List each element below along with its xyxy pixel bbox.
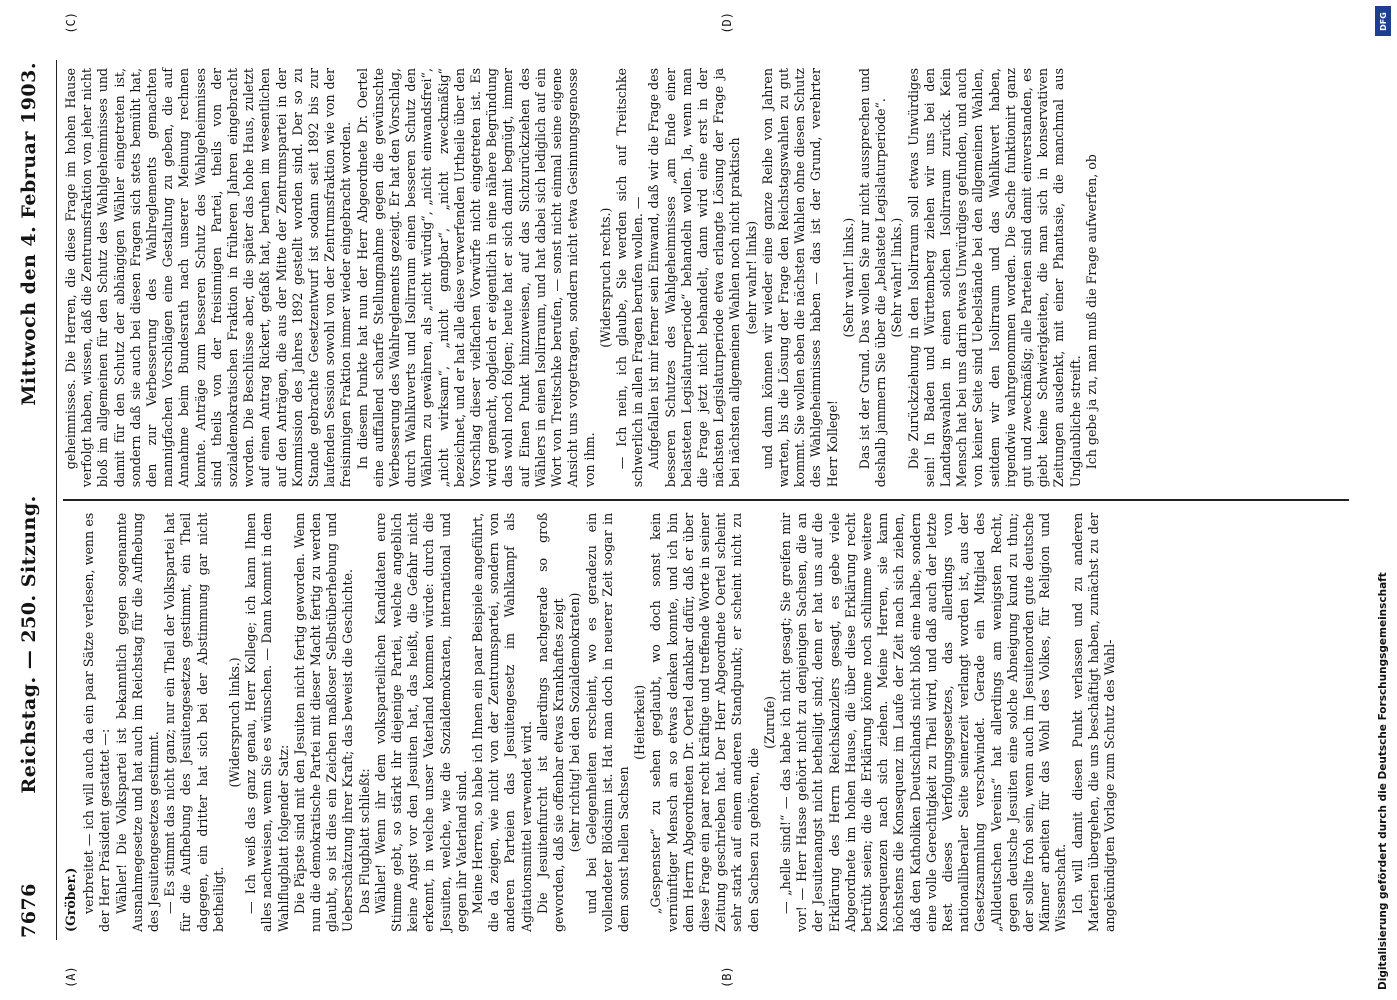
- left-paragraph: — „helle sind!“ — das habe ich nicht gesagt; Sie greifen mir vor! — Herr Hasse gehört nicht zu denjenigen Sachsen, die an der Jesuitenangst nicht betheiligt sind; denn er hat uns auf die Erklärung des Herrn Reichskanzlers gesagt, es gebe viele Abgeordnete im hohen Hause, die über diese Erklärung recht betrübt seien; die die Erklärung könne noch schlimme weitere Konsequenzen nach sich ziehen. Meine Herren, sie kann höchstens die Konsequenz im Laufe der Zeit nach sich ziehen, daß den Katholiken Deutschlands nicht bloß eine halbe, sondern eine volle Gerechtigkeit zu Theil wird, und daß auch der letzte Rest dieses Verfolgungsgesetzes, das allerdings von nationalliberaler Seite seinerzeit verlangt worden ist, aus der Gesetzsammlung verschwindet. Gerade ein Mitglied des „Alldeutschen Vereins“ hat allerdings am wenigsten Recht, gegen deutsche Jesuiten eine solche Abneigung kund zu thun; der sollte froh sein, wenn auch im Jesuitenorden gute deutsche Männer arbeiten für das Wohl des Volkes, für Religion und Wissenschaft.: [777, 512, 1069, 932]
- right-column: [63, 60, 1349, 495]
- left-paragraph: „Gespenster“ zu sehen geglaubt, wo doch sonst kein vernünftiger Mensch an so etwas denken konnte, und ich bin dem Herrn Abgeordneten Dr. Oertel dankbar dafür, daß er über diese Frage ein paar recht kräftige und treffende Worte in seiner Zeitung geschrieben hat. Der Herr Abgeordnete Oertel scheint sehr stark auf einem anderen Standpunkt; er scheint nicht zu den Sachsen zu gehören, die: [648, 512, 761, 932]
- left-paragraph: verbreitet — ich will auch da ein paar Sätze verlesen, wenn es der Herr Präsident gestattet —:: [81, 512, 113, 932]
- right-paragraph: — Ich nein, ich glaube, Sie werden sich auf Treitschke schwerlich in allen Fragen berufen wollen. —: [613, 68, 646, 488]
- right-paragraph: geheimnisses. Die Herren, die diese Frage im hohen Hause verfolgt haben, wissen, daß die Zentrumsfraktion von jeher nicht bloß im allgemeinen für den Schutz des Wahlgeheimnisses und damit für den Schutz der abhängigen Wähler eingetreten ist, sondern daß sie auch bei diesen Fragen sich stets bemüht hat, den zur Verbesserung des Wahlreglements gemachten mannigfachen Vorschlägen eine Gestaltung zu geben, die auf Annahme beim Bundesrath nach unserer Meinung rechnen konnte. Anträge zum besseren Schutz des Wahlgeheimnisses sind theils von der freisinnigen Partei, theils von der sozialdemokratischen Fraktion in früheren Jahren eingebracht worden. Die Beschlüsse aber, die später das hohe Haus, zuletzt auf einen Antrag Rickert, gefaßt hat, beruhen im wesentlichen auf den Anträgen, die aus der Mitte der Zentrumspartei in der Kommission des Jahres 1892 gestellt worden sind. Der so zu Stande gebrachte Gesetzentwurf ist sodann seit 1892 bis zur laufenden Session sowohl von der Zentrumsfraktion wie von der freisinnigen Fraktion immer wieder eingebracht worden.: [63, 68, 354, 488]
- left-paragraph: und bei Gelegenheiten erscheint, wo es geradezu ein vollendeter Blödsinn ist. Hat man doch in neuerer Zeit sogar in dem sonst hellen Sachsen: [583, 512, 631, 932]
- margin-mark-d: (D): [720, 12, 734, 34]
- digitization-credit-bar: [1373, 0, 1395, 1000]
- left-paragraph: Ich will damit diesen Punkt verlassen und zu anderen Materien übergehen, die uns beschäftigt haben, zunächst zu der angekündigten Vorlage zum Schutz des Wahl-: [1069, 512, 1117, 932]
- right-paragraph: und dann können wir wieder eine ganze Reihe von Jahren warten, bis die Lösung der Frage den Reichstagswahlen zu gut kommt. Sie wollen eben die nächsten Wahlen ohne diesen Schutz des Wahlgeheimnisses haben — das ist der Grund, verehrter Herr Kollege!: [759, 68, 840, 488]
- running-head: [18, 60, 57, 940]
- left-paragraph: Die Jesuitenfurcht ist allerdings nachgerade so groß geworden, daß sie offenbar etwas Krankhaftes zeigt: [534, 512, 567, 932]
- margin-mark-b: (B): [720, 966, 734, 988]
- left-paragraph: (Zurufe): [761, 695, 777, 749]
- margin-mark-c: (C): [64, 12, 78, 34]
- section-title: [18, 406, 40, 883]
- section-name: Reichstag.: [18, 676, 40, 794]
- left-paragraph: Wähler! Wenn ihr dem volksparteilichen Kandidaten eure Stimme gebt, so stärkt ihr diejenige Partei, welche angeblich keine Angst vor den Jesuiten hat, das heißt, die Gefahr nicht erkennt, in welche unser Vaterland kommen würde: durch die Jesuiten, welche, wie die Sozialdemokraten, international und gegen ihr Vaterland sind.: [372, 512, 469, 932]
- right-paragraph: (Sehr wahr! links.): [840, 217, 856, 338]
- speaker-name: (Gröber.): [63, 867, 78, 932]
- page-number: 7676: [18, 883, 40, 938]
- left-paragraph: (Heiterkeit): [632, 684, 648, 760]
- left-paragraph: Wähler! Die Volkspartei ist bekanntlich gegen sogenannte Ausnahmegesetze und hat auch im Reichstag für die Aufhebung des Jesuitengesetzes gestimmt.: [113, 512, 162, 932]
- left-paragraph: — Ich weiß das ganz genau, Herr Kollege; ich kann Ihnen alles nachweisen, wenn Sie es wünschen. — Dann kommt in dem Wahlflugblatt folgender Satz:: [243, 512, 291, 932]
- right-column-paragraphs: [63, 68, 1100, 487]
- dfg-logo: DFG: [1375, 6, 1391, 36]
- right-paragraph: (Widerspruch rechts.): [597, 207, 613, 348]
- session-title: — 250. Sitzung.: [18, 495, 40, 670]
- margin-mark-a: (A): [64, 966, 78, 988]
- left-paragraph: (sehr richtig! bei den Sozialdemokraten): [567, 592, 583, 853]
- left-paragraph: — Es stimmt das nicht ganz; nur ein Theil der Volkspartei hat für die Aufhebung des Jesuitengesetzes gestimmt, ein Theil dagegen, ein dritter hat sich bei der Abstimmung gar nicht betheiligt.: [162, 512, 226, 932]
- right-paragraph: Aufgefallen ist mir ferner sein Einwand, daß wir die Frage des besseren Schutzes des Wahlgeheimnisses „am Ende einer belasteten Legislaturperiode“ behandeln wollen. Ja, wenn man die Frage jetzt nicht behandelt, dann wird eine erst in der nächsten Legislaturperiode etwa erlangte Lösung der Frage ja bei nächsten allgemeinen Wahlen noch nicht praktisch: [646, 68, 743, 488]
- left-paragraph: (Widerspruch links.): [227, 657, 243, 788]
- issue-date: Mittwoch den 4. Februar 1903.: [18, 62, 40, 406]
- left-paragraph: Das Flugblatt schließt:: [356, 768, 372, 914]
- left-column: [63, 505, 1349, 940]
- digitization-credit-text: Digitalisierung gefördert durch die Deutsche Forschungsgemeinschaft: [1377, 572, 1389, 990]
- right-paragraph: Das ist der Grund. Das wollen Sie nur nicht aussprechen und deshalb jammern Sie über die „belastete Legislaturperiode“.: [856, 68, 889, 488]
- left-paragraph: Die Päpste sind mit den Jesuiten nicht fertig geworden. Wenn nun die demokratische Partei mit dieser Macht fertig zu werden glaubt, so ist dies ein Zeichen maßloser Selbstüberhebung und Ueberschätzung ihrer Kraft; das beweist die Geschichte.: [291, 512, 356, 932]
- left-paragraph: Meine Herren, so habe ich Ihnen ein paar Beispiele angeführt, die da zeigen, wie nicht von der Zentrumspartei, sondern von anderen Parteien das Jesuitengesetz im Wahlkampf als Agitationsmittel verwendet wird.: [470, 512, 534, 932]
- right-paragraph: (sehr wahr! links): [743, 220, 759, 335]
- left-column-paragraphs: [81, 513, 1118, 932]
- right-paragraph: Die Zurückziehung in den Isolirraum soll etwas Unwürdiges sein! In Baden und Württemberg ziehen wir uns bei den Landtagswahlen in einen solchen Isolirraum zurück. Kein Mensch hat bei uns darin etwas Unwürdiges gefunden, und auch von keiner Seite sind Uebelstände bei den allgemeinen Wahlen, seitdem wir den Isolirraum und das Wahlkuvert haben, irgendwie wahrgenommen worden. Die Sache funktionirt ganz gut und zweckmäßig; alle Parteien sind damit einverstanden, es giebt keine Schwierigkeiten, die man sich in konservativen Zeitungen ausdenkt, mit einer Phantasie, die manchmal aus Unglaubliche streift.: [905, 68, 1083, 488]
- right-paragraph: Ich gebe ja zu, man muß die Frage aufwerfen, ob: [1083, 154, 1099, 470]
- right-paragraph: In diesem Punkte hat nun der Herr Abgeordnete Dr. Oertel eine auffallend scharfe Stellungnahme gegen die gewünschte Verbesserung des Wahlreglements gezeigt. Er hat den Vorschlag, durch Wahlkuverts und Isolirraum einen besseren Schutz den Wählern zu gewähren, als „nicht würdig“, „nicht einwandsfrei“, „nicht wirksam“, „nicht gangbar“, „nicht zweckmäßig“ bezeichnet, und er hat alle diese verwerfenden Urtheile über den Vorschlag dieser vielfachen Vorwürfe nicht eingetreten ist. Es wird gemacht, obgleich er eigentlich in eine nähere Begründung das wohl noch folgen; heute hat er sich damit begnügt, immer auf Einen Punkt hinzuweisen, auf das Sichzurückziehen des Wählers in einen Isolirraum, und hat dabei sich lediglich auf ein Wort von Treitschke berufen, — sonst nicht einmal seine eigene Ansicht uns vorgetragen, sondern nicht etwa Gesinnungsgenosse von ihm.: [354, 68, 597, 488]
- right-paragraph: (Sehr wahr! links.): [889, 217, 905, 338]
- column-rule: [63, 499, 1349, 501]
- text-columns: [63, 60, 1349, 940]
